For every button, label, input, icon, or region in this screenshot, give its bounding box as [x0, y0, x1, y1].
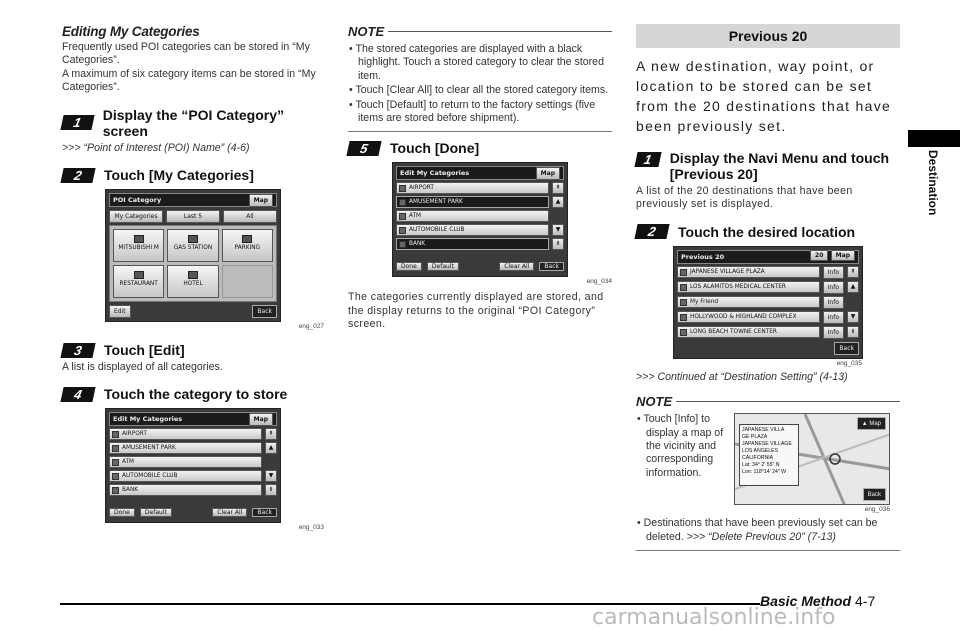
- step-1: [62, 107, 324, 139]
- poi-category-screen: [105, 189, 281, 322]
- info-button[interactable]: Info: [823, 296, 844, 309]
- category-tabs: [109, 210, 277, 223]
- category-row: [109, 484, 277, 496]
- note-item: • Touch [Info] to display a map of the vicinity and corresponding information.: [636, 413, 728, 480]
- page-down-icon[interactable]: ⇟: [552, 238, 564, 250]
- scroll-up-icon[interactable]: ▲: [552, 196, 564, 208]
- map-button[interactable]: Map: [831, 250, 855, 261]
- back-button[interactable]: Back: [252, 508, 277, 517]
- default-button[interactable]: Default: [427, 262, 459, 271]
- note-list: [636, 413, 728, 513]
- info-button[interactable]: Info: [823, 266, 844, 279]
- category-item[interactable]: AIRPORT: [109, 428, 262, 440]
- back-button[interactable]: Back: [539, 262, 564, 271]
- scroll-down-icon[interactable]: ▼: [847, 311, 859, 323]
- category-row: [396, 238, 564, 250]
- note-item: • Touch [Default] to return to the factory settings (five items are stored before shipment).: [348, 99, 612, 126]
- screen-titlebar: [677, 250, 859, 264]
- column-middle: [348, 24, 612, 332]
- step-1-reference: >>> “Point of Interest (POI) Name” (4-6): [62, 141, 250, 154]
- hotel-icon: [188, 271, 198, 279]
- scroll-down-icon[interactable]: ▼: [552, 224, 564, 236]
- screen-bottom-bar: [396, 253, 564, 273]
- section-header: Previous 20: [636, 24, 900, 48]
- auto-club-icon: [399, 227, 406, 234]
- note-with-map: [636, 413, 900, 513]
- destination-row: [677, 281, 859, 294]
- count-indicator: 20: [810, 250, 828, 261]
- page-down-icon[interactable]: ⇟: [847, 326, 859, 338]
- step-4: [62, 386, 324, 402]
- step-title: Touch the category to store: [104, 386, 288, 403]
- scroll-up-icon[interactable]: ▲: [847, 281, 859, 293]
- step-3: [62, 342, 324, 358]
- step-title: Touch the desired location: [678, 223, 856, 240]
- map-button[interactable]: Map: [536, 167, 560, 180]
- step-number: 5: [346, 141, 381, 156]
- destination-icon: [680, 269, 687, 276]
- screen-bottom-bar: [109, 305, 277, 318]
- category-row: [109, 456, 277, 468]
- step-number: 2: [60, 168, 95, 183]
- clear-all-button[interactable]: Clear All: [212, 508, 247, 517]
- amusement-icon: [112, 445, 119, 452]
- continued-reference: >>> Continued at “Destination Setting” (4-13): [636, 370, 848, 383]
- step-1: [636, 150, 900, 182]
- edit-button[interactable]: Edit: [109, 305, 131, 318]
- category-row: [396, 182, 564, 194]
- category-item[interactable]: AIRPORT: [396, 182, 549, 194]
- watermark: carmanualsonline.info: [592, 605, 836, 630]
- step-title: Touch [Edit]: [104, 342, 185, 359]
- lead-text: A new destination, way point, or location to be stored can be set from the 20 destinations that have been previously set.: [636, 58, 892, 134]
- destination-item[interactable]: HOLLYWOOD & HIGHLAND COMPLEX: [677, 311, 820, 323]
- map-button[interactable]: Map: [249, 413, 273, 426]
- destination-row: [677, 326, 859, 339]
- category-button[interactable]: HOTEL: [167, 265, 218, 298]
- destination-row: [677, 296, 859, 309]
- category-row: [396, 196, 564, 208]
- note-list: [348, 43, 612, 125]
- step-number: 1: [60, 115, 94, 130]
- info-button[interactable]: Info: [823, 311, 844, 324]
- scroll-down-icon[interactable]: ▼: [265, 470, 277, 482]
- screen-title: Previous 20: [681, 252, 725, 261]
- destination-item[interactable]: My Friend: [677, 296, 820, 308]
- step-5: [348, 140, 612, 156]
- category-item[interactable]: BANK: [109, 484, 262, 496]
- page-up-icon[interactable]: ⇞: [847, 266, 859, 278]
- step-3-text: A list is displayed of all categories.: [62, 361, 223, 374]
- category-item[interactable]: AMUSEMENT PARK: [109, 442, 262, 454]
- amusement-icon: [399, 199, 406, 206]
- note-item: • Touch [Clear All] to clear all the stored category items.: [348, 84, 612, 97]
- step-1-text: A list of the 20 destinations that have been previously set is displayed.: [636, 185, 853, 211]
- tab-last-5[interactable]: Last 5: [166, 210, 220, 223]
- category-row: [396, 210, 564, 222]
- map-button[interactable]: Map: [249, 194, 273, 207]
- note-item: • Destinations that have been previously set can be deleted. >>> “Delete Previous 20” (7-13): [636, 517, 900, 544]
- back-button[interactable]: Back: [252, 305, 277, 318]
- step-title: Touch [My Categories]: [104, 167, 254, 184]
- category-row: [109, 470, 277, 482]
- category-row: [396, 224, 564, 236]
- intro-text-1: Frequently used POI categories can be stored in “My Categories”.: [62, 41, 310, 67]
- screen-bottom-bar: [677, 342, 859, 355]
- auto-club-icon: [112, 473, 119, 480]
- step-5-text: The categories currently displayed are stored, and the display returns to the original “POI Category” screen.: [348, 291, 604, 331]
- atm-icon: [399, 213, 406, 220]
- category-button[interactable]: RESTAURANT: [113, 265, 164, 298]
- side-tab-label: Destination: [926, 150, 940, 216]
- category-item[interactable]: ATM: [109, 456, 262, 468]
- note-heading: NOTE: [348, 24, 612, 39]
- category-icon: [134, 235, 144, 243]
- step-title: Display the “POI Category” screen: [102, 106, 285, 139]
- image-caption: eng_036: [864, 506, 890, 514]
- category-button[interactable]: PARKING: [222, 229, 273, 262]
- default-button[interactable]: Default: [140, 508, 172, 517]
- empty-category-slot: [222, 265, 273, 298]
- destination-item[interactable]: LOS ALAMITOS MEDICAL CENTER: [677, 281, 820, 293]
- bank-icon: [399, 241, 406, 248]
- category-item-stored[interactable]: AMUSEMENT PARK: [396, 196, 549, 208]
- step-title: Touch [Done]: [390, 140, 480, 157]
- page-down-icon[interactable]: ⇟: [265, 484, 277, 496]
- info-box: JAPANESE VILLA GE PLAZA JAPANESE VILLAGE LOS ANGELES CALIFORNIA Lat: 34° 2' 55" N Lon: 118°14' 24" W: [739, 424, 799, 486]
- category-item[interactable]: AUTOMOBILE CLUB: [109, 470, 262, 482]
- step-2: [636, 224, 900, 240]
- tab-all[interactable]: All: [223, 210, 277, 223]
- category-row: [109, 442, 277, 454]
- airport-icon: [399, 185, 406, 192]
- destination-row: [677, 311, 859, 324]
- divider: [348, 131, 612, 132]
- heart-icon: [680, 299, 687, 306]
- image-caption: eng_034: [586, 278, 612, 286]
- destination-icon: [680, 314, 687, 321]
- side-tab-marker: [908, 130, 960, 147]
- gas-pump-icon: [188, 235, 198, 243]
- previous-20-screen: [673, 246, 863, 359]
- scroll-up-icon[interactable]: ▲: [265, 442, 277, 454]
- map-screen: [734, 413, 890, 505]
- image-caption: eng_027: [298, 323, 324, 331]
- divider: [636, 550, 900, 551]
- category-item[interactable]: AUTOMOBILE CLUB: [396, 224, 549, 236]
- map-button[interactable]: ▲ Map: [857, 417, 886, 430]
- edit-my-categories-screen: [105, 408, 281, 523]
- edit-my-categories-screen-highlight: [392, 162, 568, 277]
- page-up-icon[interactable]: ⇞: [265, 428, 277, 440]
- column-left: [62, 24, 324, 531]
- hospital-icon: [680, 284, 687, 291]
- bank-icon: [112, 487, 119, 494]
- column-right: [636, 24, 900, 559]
- screen-titlebar: [396, 166, 564, 180]
- footer-section: Basic Method: [760, 593, 852, 609]
- note-list-2: [636, 517, 900, 544]
- screen-title: Edit My Categories: [400, 169, 470, 178]
- map-figure: [734, 413, 890, 513]
- tab-my-categories[interactable]: My Categories: [109, 210, 163, 223]
- section-heading: Editing My Categories: [62, 24, 200, 39]
- atm-icon: [112, 459, 119, 466]
- back-button[interactable]: Back: [863, 488, 886, 501]
- step-number: 3: [60, 343, 95, 358]
- category-row: [109, 428, 277, 440]
- category-item-stored[interactable]: BANK: [396, 238, 549, 250]
- airport-icon: [112, 431, 119, 438]
- info-button[interactable]: Info: [823, 326, 844, 339]
- done-button[interactable]: Done: [109, 508, 135, 517]
- note-item: • The stored categories are displayed with a black highlight. Touch a stored category to clear the stored item.: [348, 43, 612, 83]
- step-number: 4: [60, 387, 95, 402]
- page-number: 4-7: [855, 593, 876, 609]
- image-caption: eng_033: [298, 524, 324, 532]
- destination-item[interactable]: JAPANESE VILLAGE PLAZA: [677, 266, 820, 278]
- screen-title: Edit My Categories: [113, 415, 183, 424]
- screen-titlebar: [109, 412, 277, 426]
- category-button[interactable]: MITSUBISHI M: [113, 229, 164, 262]
- destination-row: [677, 266, 859, 279]
- step-title: Display the Navi Menu and touch [Previous 20]: [669, 150, 890, 182]
- restaurant-icon: [134, 271, 144, 279]
- done-button[interactable]: Done: [396, 262, 422, 271]
- parking-icon: [242, 235, 252, 243]
- category-item[interactable]: ATM: [396, 210, 549, 222]
- intro-text-2: A maximum of six category items can be stored in “My Categories”.: [62, 67, 316, 94]
- screen-title: POI Category: [113, 196, 162, 205]
- note-heading: NOTE: [636, 394, 900, 409]
- step-number: 1: [634, 152, 661, 167]
- clear-all-button[interactable]: Clear All: [499, 262, 534, 271]
- step-number: 2: [634, 224, 669, 239]
- category-grid: [109, 225, 277, 302]
- back-button[interactable]: Back: [834, 342, 859, 355]
- step-2: [62, 167, 324, 183]
- destination-item[interactable]: LONG BEACH TOWNE CENTER: [677, 326, 820, 338]
- category-button[interactable]: GAS STATION: [167, 229, 218, 262]
- page-up-icon[interactable]: ⇞: [552, 182, 564, 194]
- screen-bottom-bar: [109, 499, 277, 519]
- info-button[interactable]: Info: [823, 281, 844, 294]
- destination-icon: [680, 329, 687, 336]
- screen-titlebar: [109, 193, 277, 207]
- image-caption: eng_035: [836, 359, 862, 367]
